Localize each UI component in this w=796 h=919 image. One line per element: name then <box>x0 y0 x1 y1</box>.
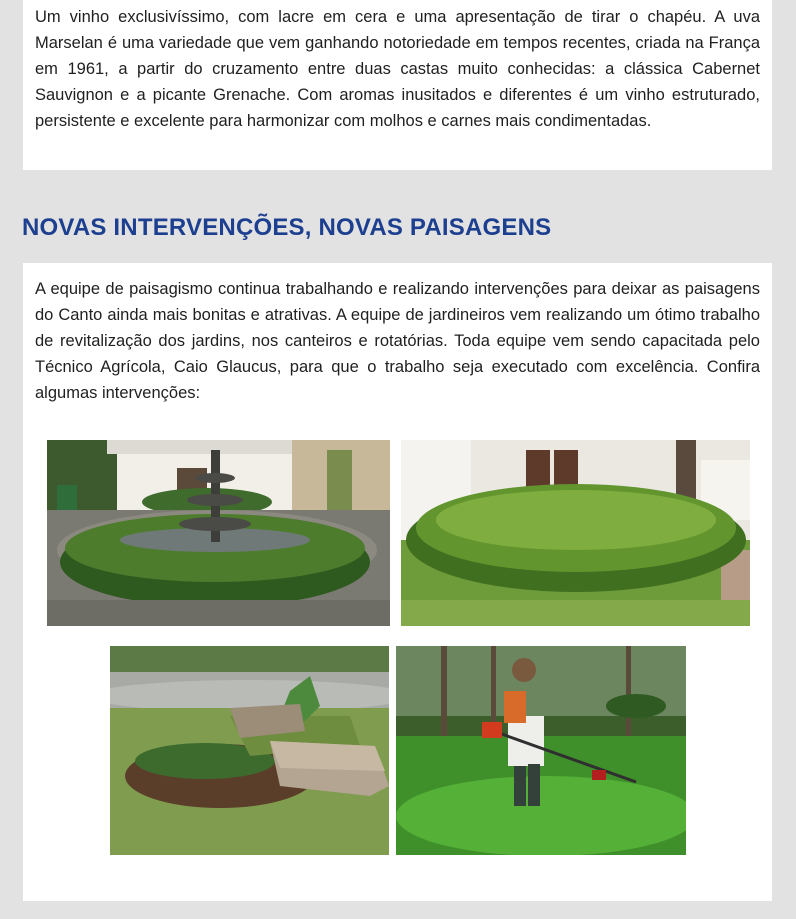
section-paragraph: A equipe de paisagismo continua trabalhando e realizando intervenções para deixar as paisagens do Canto ainda mais bonitas e atrativas. A equipe de jardineiros vem realizando um ótimo trabalho de revitalização dos jardins, nos canteiros e rotatórias. Toda equipe vem sendo capacitada pelo Técnico Agrícola, Caio Glaucus, para que o trabalho seja executado com excelência. Confira algumas intervenções: <box>35 280 760 402</box>
gardener-photo <box>396 646 686 855</box>
fountain-hedge-photo <box>47 440 390 626</box>
section-title: NOVAS INTERVENÇÕES, NOVAS PAISAGENS <box>22 214 552 241</box>
oval-hedge-photo <box>401 440 750 626</box>
intro-paragraph: Um vinho exclusivíssimo, com lacre em cera e uma apresentação de tirar o chapéu. A uva Marselan é uma variedade que vem ganhando notoriedade em tempos recentes, criada na França em 1961, a partir do cruzamento entre duas castas muito conhecidas: a clássica Cabernet Sauvignon e a picante Grenache. Com aromas inusitados e diferentes é um vinho estruturado, persistente e excelente para harmonizar com molhos e carnes mais condimentadas. <box>35 8 760 130</box>
garden-bed-photo <box>110 646 389 855</box>
intro-card <box>23 0 772 170</box>
